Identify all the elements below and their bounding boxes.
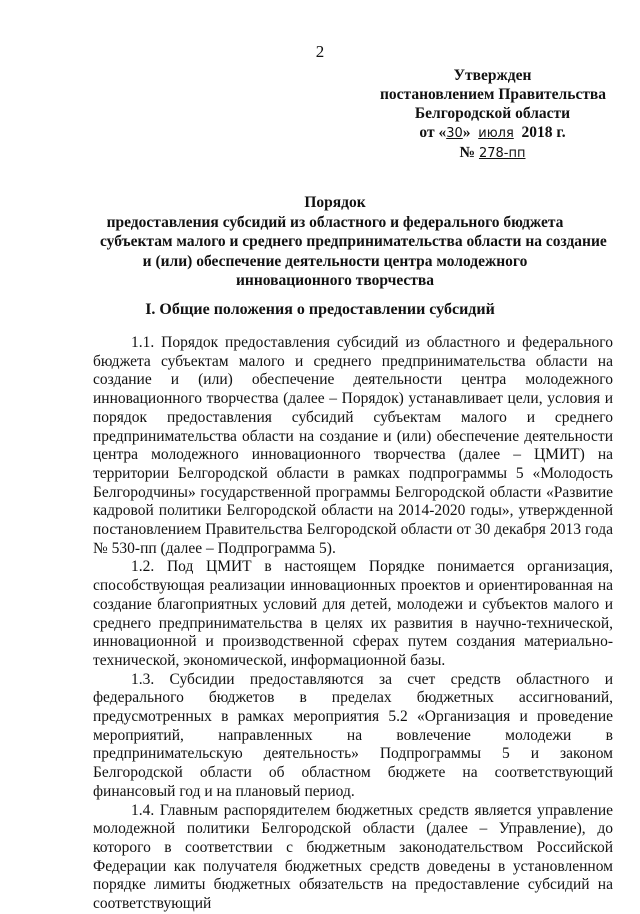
date-day: 30: [446, 126, 463, 141]
title-line-1: Порядок: [304, 194, 366, 211]
date-year: 2018 г.: [521, 124, 566, 141]
approval-date-row: [380, 123, 605, 143]
date-mid: »: [462, 124, 471, 141]
title-line-2: предоставления субсидий из областного и федерального бюджета: [106, 213, 564, 231]
number-prefix: №: [459, 144, 476, 161]
title-line-5: инновационного творчества: [235, 272, 435, 289]
approval-line-approved: Утвержден: [453, 67, 532, 84]
page-number: 2: [315, 42, 325, 61]
section-heading: I. Общие положения о предоставлении субсидий: [145, 301, 495, 318]
date-month: июля: [478, 126, 514, 141]
approval-line-resolution: постановлением Правительства: [380, 86, 607, 103]
approval-line-region: Белгородской области: [414, 105, 571, 122]
title-line-4: и (или) обеспечение деятельности центра молодежного: [142, 252, 528, 270]
body-text: [93, 334, 613, 914]
title-line-3: субъектам малого и среднего предпринимательства области на создание: [100, 233, 607, 250]
approval-block: [380, 66, 605, 163]
date-prefix: от «: [419, 124, 447, 141]
document-title: [100, 193, 607, 291]
paragraph-1-4: 1.4. Главным распорядителем бюджетных средств является управление молодежной политики Белгородской области (далее – Управление), до которого в соответствии с бюджетным законодательством Российской Федерации как получателя бюджетных средств доведены в установленном порядке лимиты бюджетных обязательств на предоставление субсидий на соответствующий: [93, 801, 613, 913]
paragraph-1-3: 1.3. Субсидии предоставляются за счет средств областного и федерального бюджетов в пределах бюджетных ассигнований, предусмотренных в рамках мероприятия 5.2 «Организация и проведение мероприятий, направленных на вовлечение молодежи в предпринимательскую деятельность» Подпрограммы 5 и законом Белгородской области об областном бюджете на соответствующий финансовый год и на плановый период.: [93, 670, 613, 800]
approval-number-row: [380, 143, 605, 163]
number-value: 278-пп: [478, 146, 526, 161]
paragraph-1-1: 1.1. Порядок предоставления субсидий из областного и федерального бюджета субъектам малого и среднего предпринимательства области на создание и (или) обеспечение деятельности центра молодежного инновационного творчества (далее – Порядок) устанавливает цели, условия и порядок предоставления субсидий субъектам малого и среднего предпринимательства области на создание и (или) обеспечение деятельности центра молодежного инновационного творчества (далее – ЦМИТ) на территории Белгородской области в рамках подпрограммы 5 «Молодость Белгородчины» государственной программы Белгородской области «Развитие кадровой политики Белгородской области на 2014-2020 годы», утвержденной постановлением Правительства Белгородской области от 30 декабря 2013 года № 530-пп (далее – Подпрограмма 5).: [93, 334, 613, 557]
paragraph-1-2: 1.2. Под ЦМИТ в настоящем Порядке понимается организация, способствующая реализации инновационных проектов и ориентированная на создание благоприятных условий для детей, молодежи и субъектов малого и среднего предпринимательства в целях их развития в научно-технической, инновационной и производственной сферах путем создания материально-технической, экономической, информационной базы.: [93, 558, 613, 669]
